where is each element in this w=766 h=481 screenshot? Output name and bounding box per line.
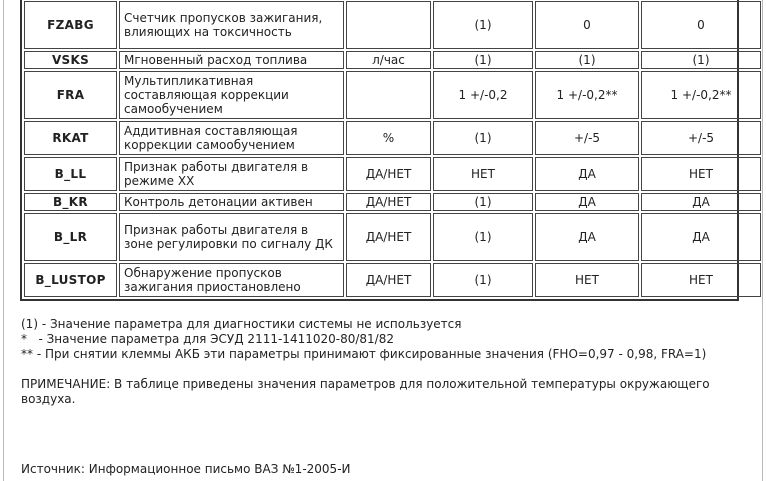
param-value: ДА — [535, 213, 639, 261]
table-row — [24, 193, 761, 211]
param-value: 1 +/-0,2** — [535, 71, 639, 119]
param-value: (1) — [433, 1, 533, 49]
param-code: FZABG — [24, 1, 117, 49]
param-description: Счетчик пропусков зажигания, влияющих на токсичность — [119, 1, 344, 49]
param-value: ДА — [641, 213, 761, 261]
table-row — [24, 263, 761, 297]
param-unit: л/час — [346, 51, 431, 69]
param-value: +/-5 — [535, 121, 639, 155]
param-description: Признак работы двигателя в режиме ХХ — [119, 157, 344, 191]
param-code: B_KR — [24, 193, 117, 211]
table-row — [24, 157, 761, 191]
param-description: Мгновенный расход топлива — [119, 51, 344, 69]
param-value: 0 — [641, 1, 761, 49]
param-value: +/-5 — [641, 121, 761, 155]
source-line: Источник: Информационное письмо ВАЗ №1-2005-И — [21, 462, 351, 476]
table-row — [24, 51, 761, 69]
param-description: Мультипликативная составляющая коррекции самообучением — [119, 71, 344, 119]
param-value: 0 — [535, 1, 639, 49]
param-unit — [346, 71, 431, 119]
param-description: Контроль детонации активен — [119, 193, 344, 211]
table-row — [24, 71, 761, 119]
footnotes — [21, 317, 721, 407]
table-row — [24, 121, 761, 155]
param-value: НЕТ — [433, 157, 533, 191]
param-value: НЕТ — [641, 263, 761, 297]
param-value: (1) — [433, 121, 533, 155]
param-value: ДА — [641, 193, 761, 211]
param-value: ДА — [535, 157, 639, 191]
table-row — [24, 213, 761, 261]
param-code: B_LUSTOP — [24, 263, 117, 297]
table-row — [24, 1, 761, 49]
param-value: (1) — [433, 213, 533, 261]
param-code: B_LR — [24, 213, 117, 261]
footnote-3: ** - При снятии клеммы АКБ эти параметры принимают фиксированные значения (FHO=0,97 - 0,98, FRA=1) — [21, 347, 707, 361]
param-value: (1) — [641, 51, 761, 69]
param-value: НЕТ — [535, 263, 639, 297]
param-description: Аддитивная составляющая коррекции самообучением — [119, 121, 344, 155]
param-value: (1) — [433, 263, 533, 297]
param-description: Обнаружение пропусков зажигания приостановлено — [119, 263, 344, 297]
param-value: НЕТ — [641, 157, 761, 191]
param-code: FRA — [24, 71, 117, 119]
param-unit: ДА/НЕТ — [346, 213, 431, 261]
param-value: (1) — [433, 193, 533, 211]
remark-note: ПРИМЕЧАНИЕ: В таблице приведены значения параметров для положительной температуры окружающего воздуха. — [21, 377, 710, 406]
param-description: Признак работы двигателя в зоне регулировки по сигналу ДК — [119, 213, 344, 261]
param-value: (1) — [535, 51, 639, 69]
page-left-border — [3, 0, 4, 481]
footnote-1: (1) - Значение параметра для диагностики системы не используется — [21, 317, 462, 331]
param-unit: ДА/НЕТ — [346, 193, 431, 211]
param-value: (1) — [433, 51, 533, 69]
param-unit: ДА/НЕТ — [346, 263, 431, 297]
param-value: 1 +/-0,2** — [641, 71, 761, 119]
param-unit — [346, 1, 431, 49]
parameters-table — [22, 0, 763, 299]
param-code: VSKS — [24, 51, 117, 69]
parameters-table-frame — [20, 0, 739, 301]
param-unit: ДА/НЕТ — [346, 157, 431, 191]
param-value: 1 +/-0,2 — [433, 71, 533, 119]
param-code: RKAT — [24, 121, 117, 155]
param-unit: % — [346, 121, 431, 155]
footnote-2: * - Значение параметра для ЭСУД 2111-1411020-80/81/82 — [21, 332, 394, 346]
param-value: ДА — [535, 193, 639, 211]
spacer — [21, 362, 721, 377]
param-code: B_LL — [24, 157, 117, 191]
